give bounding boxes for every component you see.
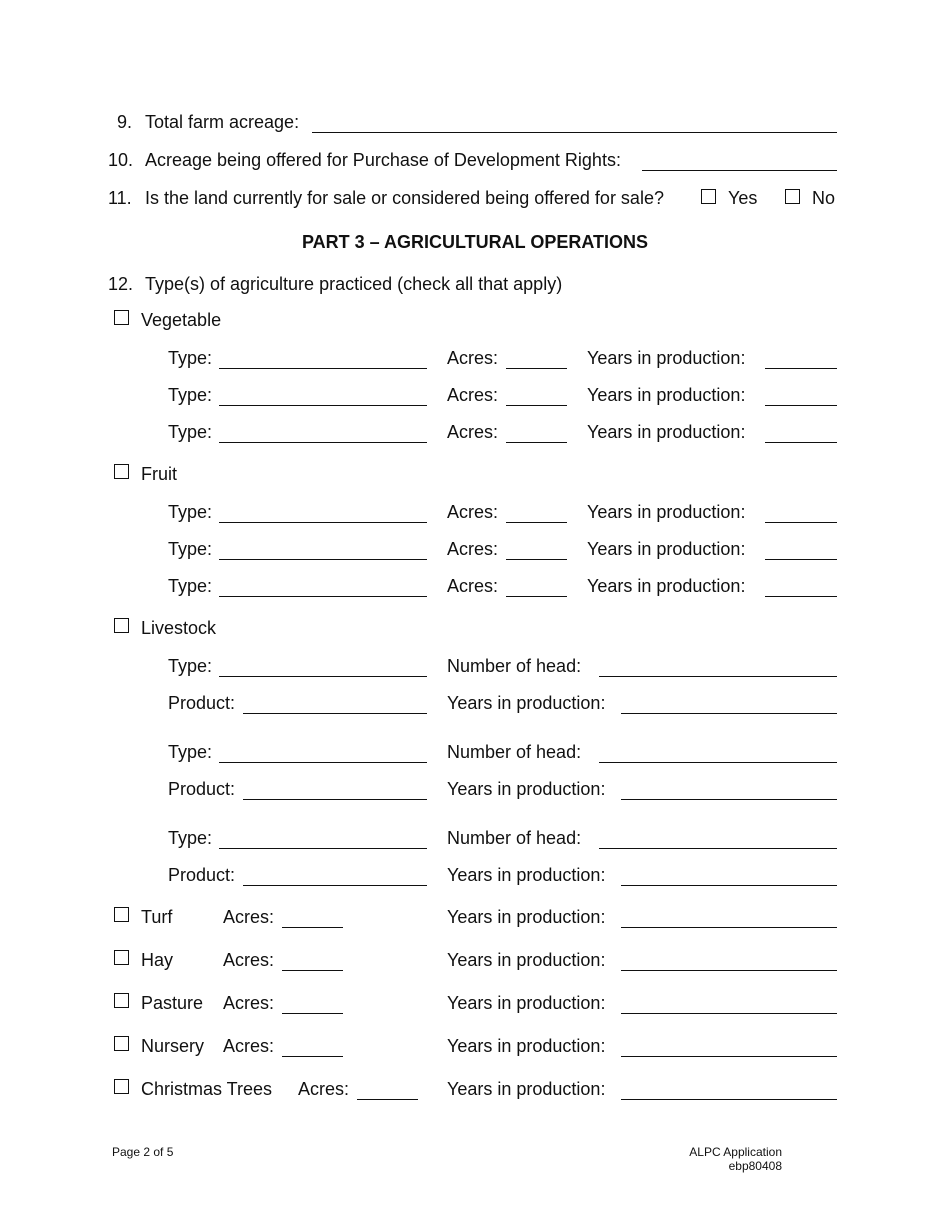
acres-label: Acres: (447, 385, 499, 405)
acres-label: Acres: (223, 993, 275, 1013)
vegetable-acres-field[interactable] (506, 353, 567, 369)
livestock-type-field[interactable] (219, 661, 427, 677)
acres-label: Acres: (223, 907, 275, 927)
years-label: Years in production: (447, 693, 606, 713)
type-label: Type: (168, 348, 213, 368)
vegetable-type-field[interactable] (219, 353, 427, 369)
acres-label: Acres: (223, 1036, 275, 1056)
livestock-product-field[interactable] (243, 784, 427, 800)
fruit-acres-field[interactable] (506, 581, 567, 597)
turf-label: Turf (141, 907, 173, 927)
years-label: Years in production: (447, 779, 606, 799)
fruit-type-field[interactable] (219, 544, 427, 560)
number-of-head-field[interactable] (599, 747, 837, 763)
christmas-trees-label: Christmas Trees (141, 1079, 273, 1099)
livestock-product-field[interactable] (243, 870, 427, 886)
nursery-years-field[interactable] (621, 1041, 837, 1057)
turf-checkbox[interactable] (114, 907, 129, 922)
turf-years-field[interactable] (621, 912, 837, 928)
for-sale-yes-checkbox[interactable] (701, 189, 716, 204)
livestock-years-field[interactable] (621, 784, 837, 800)
for-sale-no-checkbox[interactable] (785, 189, 800, 204)
years-label: Years in production: (447, 950, 606, 970)
years-label: Years in production: (447, 865, 606, 885)
q12-label: Type(s) of agriculture practiced (check all that apply) (145, 274, 563, 294)
type-label: Type: (168, 539, 213, 559)
pasture-acres-field[interactable] (282, 998, 343, 1014)
acres-label: Acres: (447, 502, 499, 522)
fruit-years-field[interactable] (765, 507, 837, 523)
q9-number: 9. (117, 112, 133, 132)
q11-label: Is the land currently for sale or considered being offered for sale? (145, 188, 664, 208)
vegetable-acres-field[interactable] (506, 390, 567, 406)
years-label: Years in production: (447, 1079, 606, 1099)
vegetable-label: Vegetable (141, 310, 222, 330)
fruit-acres-field[interactable] (506, 507, 567, 523)
type-label: Type: (168, 576, 213, 596)
product-label: Product: (168, 779, 236, 799)
vegetable-type-field[interactable] (219, 427, 427, 443)
years-label: Years in production: (587, 348, 746, 368)
livestock-product-field[interactable] (243, 698, 427, 714)
vegetable-type-field[interactable] (219, 390, 427, 406)
years-label: Years in production: (587, 502, 746, 522)
vegetable-years-field[interactable] (765, 427, 837, 443)
hay-checkbox[interactable] (114, 950, 129, 965)
footer-form-code: ebp80408 (728, 1159, 782, 1173)
acres-label: Acres: (447, 576, 499, 596)
livestock-checkbox[interactable] (114, 618, 129, 633)
fruit-years-field[interactable] (765, 581, 837, 597)
acres-label: Acres: (447, 422, 499, 442)
fruit-acres-field[interactable] (506, 544, 567, 560)
type-label: Type: (168, 385, 213, 405)
vegetable-years-field[interactable] (765, 353, 837, 369)
years-label: Years in production: (587, 539, 746, 559)
vegetable-checkbox[interactable] (114, 310, 129, 325)
christmas-trees-years-field[interactable] (621, 1084, 837, 1100)
hay-acres-field[interactable] (282, 955, 343, 971)
livestock-years-field[interactable] (621, 870, 837, 886)
number-of-head-label: Number of head: (447, 742, 582, 762)
fruit-checkbox[interactable] (114, 464, 129, 479)
turf-acres-field[interactable] (282, 912, 343, 928)
fruit-label: Fruit (141, 464, 177, 484)
fruit-years-field[interactable] (765, 544, 837, 560)
fruit-type-field[interactable] (219, 581, 427, 597)
type-label: Type: (168, 502, 213, 522)
hay-label: Hay (141, 950, 174, 970)
product-label: Product: (168, 865, 236, 885)
vegetable-years-field[interactable] (765, 390, 837, 406)
christmas-trees-acres-field[interactable] (357, 1084, 418, 1100)
years-label: Years in production: (587, 422, 746, 442)
type-label: Type: (168, 742, 213, 762)
total-acreage-field[interactable] (312, 117, 837, 133)
q10-number: 10. (108, 150, 134, 170)
christmas-trees-checkbox[interactable] (114, 1079, 129, 1094)
livestock-type-field[interactable] (219, 833, 427, 849)
footer-app-name: ALPC Application (689, 1145, 782, 1159)
years-label: Years in production: (447, 993, 606, 1013)
hay-years-field[interactable] (621, 955, 837, 971)
no-label: No (812, 188, 836, 208)
type-label: Type: (168, 656, 213, 676)
nursery-label: Nursery (141, 1036, 205, 1056)
nursery-acres-field[interactable] (282, 1041, 343, 1057)
q10-label: Acreage being offered for Purchase of Development Rights: (145, 150, 621, 170)
number-of-head-field[interactable] (599, 661, 837, 677)
years-label: Years in production: (447, 907, 606, 927)
acres-label: Acres: (447, 539, 499, 559)
product-label: Product: (168, 693, 236, 713)
pasture-label: Pasture (141, 993, 204, 1013)
years-label: Years in production: (587, 576, 746, 596)
number-of-head-label: Number of head: (447, 656, 582, 676)
page-number: Page 2 of 5 (112, 1145, 174, 1159)
years-label: Years in production: (587, 385, 746, 405)
q12-number: 12. (108, 274, 134, 294)
q11-number: 11. (108, 188, 132, 208)
acres-label: Acres: (223, 950, 275, 970)
yes-label: Yes (728, 188, 758, 208)
vegetable-acres-field[interactable] (506, 427, 567, 443)
number-of-head-field[interactable] (599, 833, 837, 849)
q9-label: Total farm acreage: (145, 112, 300, 132)
fruit-type-field[interactable] (219, 507, 427, 523)
type-label: Type: (168, 422, 213, 442)
part3-heading: PART 3 – AGRICULTURAL OPERATIONS (301, 232, 649, 252)
livestock-years-field[interactable] (621, 698, 837, 714)
livestock-type-field[interactable] (219, 747, 427, 763)
acres-label: Acres: (298, 1079, 350, 1099)
pdr-acreage-field[interactable] (642, 155, 837, 171)
livestock-label: Livestock (141, 618, 217, 638)
number-of-head-label: Number of head: (447, 828, 582, 848)
type-label: Type: (168, 828, 213, 848)
years-label: Years in production: (447, 1036, 606, 1056)
pasture-checkbox[interactable] (114, 993, 129, 1008)
pasture-years-field[interactable] (621, 998, 837, 1014)
acres-label: Acres: (447, 348, 499, 368)
nursery-checkbox[interactable] (114, 1036, 129, 1051)
